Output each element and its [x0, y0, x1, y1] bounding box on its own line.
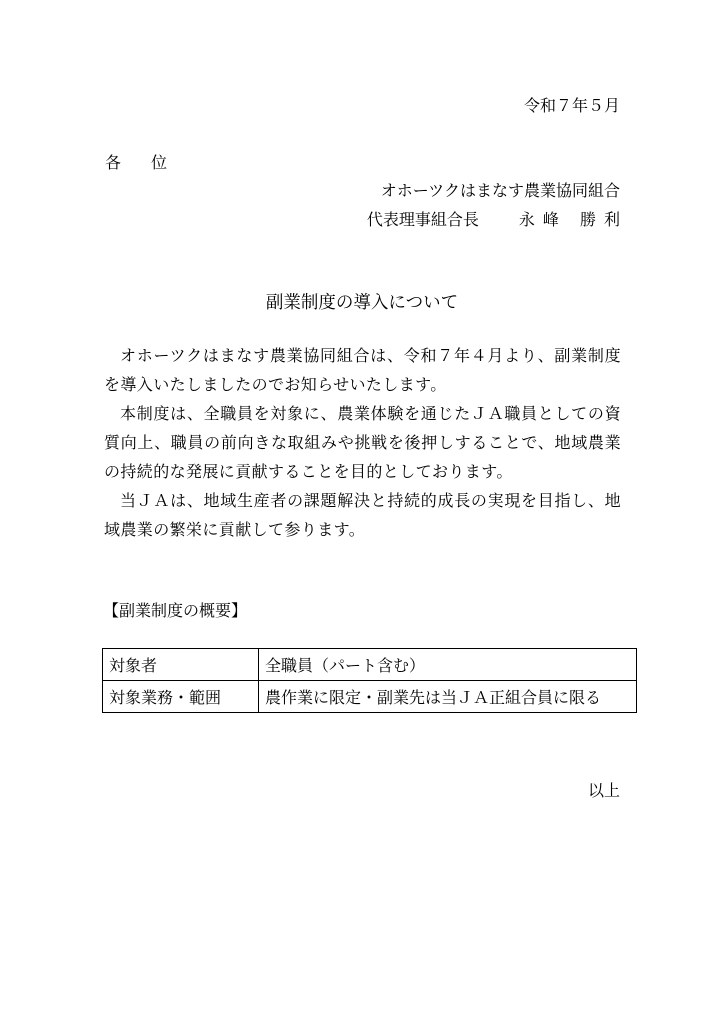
- closing-mark: 以上: [587, 781, 620, 800]
- row-value: 農作業に限定・副業先は当ＪＡ正組合員に限る: [259, 681, 637, 713]
- row-value: 全職員（パート含む）: [259, 649, 637, 681]
- body-paragraph: 本制度は、全職員を対象に、農業体験を通じたＪＡ職員としての資質向上、職員の前向きな取組みや挑戦を後押しすることで、地域農業の持続的な発展に貢献することを目的としております。: [104, 404, 621, 481]
- sender-representative: [366, 207, 628, 230]
- representative-title: 代表理事組合長: [366, 210, 479, 229]
- table-row: [103, 649, 637, 681]
- body-paragraph: 当ＪＡは、地域生産者の課題解決と持続的成長の実現を目指し、地域農業の繁栄に貢献して参ります。: [104, 491, 621, 539]
- recipient-line: 各位: [105, 153, 198, 172]
- body-text: [104, 341, 621, 544]
- row-label: 対象者: [103, 649, 259, 681]
- sender-organization: オホーツクはまなす農業協同組合: [380, 181, 620, 200]
- document-date: 令和７年５月: [523, 96, 620, 115]
- overview-heading: 【副業制度の概要】: [103, 601, 248, 620]
- table-row: [103, 681, 637, 713]
- body-paragraph: オホーツクはまなす農業協同組合は、令和７年４月より、副業制度を導入いたしましたのでお知らせいたします。: [104, 346, 621, 394]
- overview-table: [102, 648, 637, 713]
- document-title: 副業制度の導入について: [265, 293, 459, 313]
- representative-name: 永峰 勝利: [518, 210, 628, 229]
- row-label: 対象業務・範囲: [103, 681, 259, 713]
